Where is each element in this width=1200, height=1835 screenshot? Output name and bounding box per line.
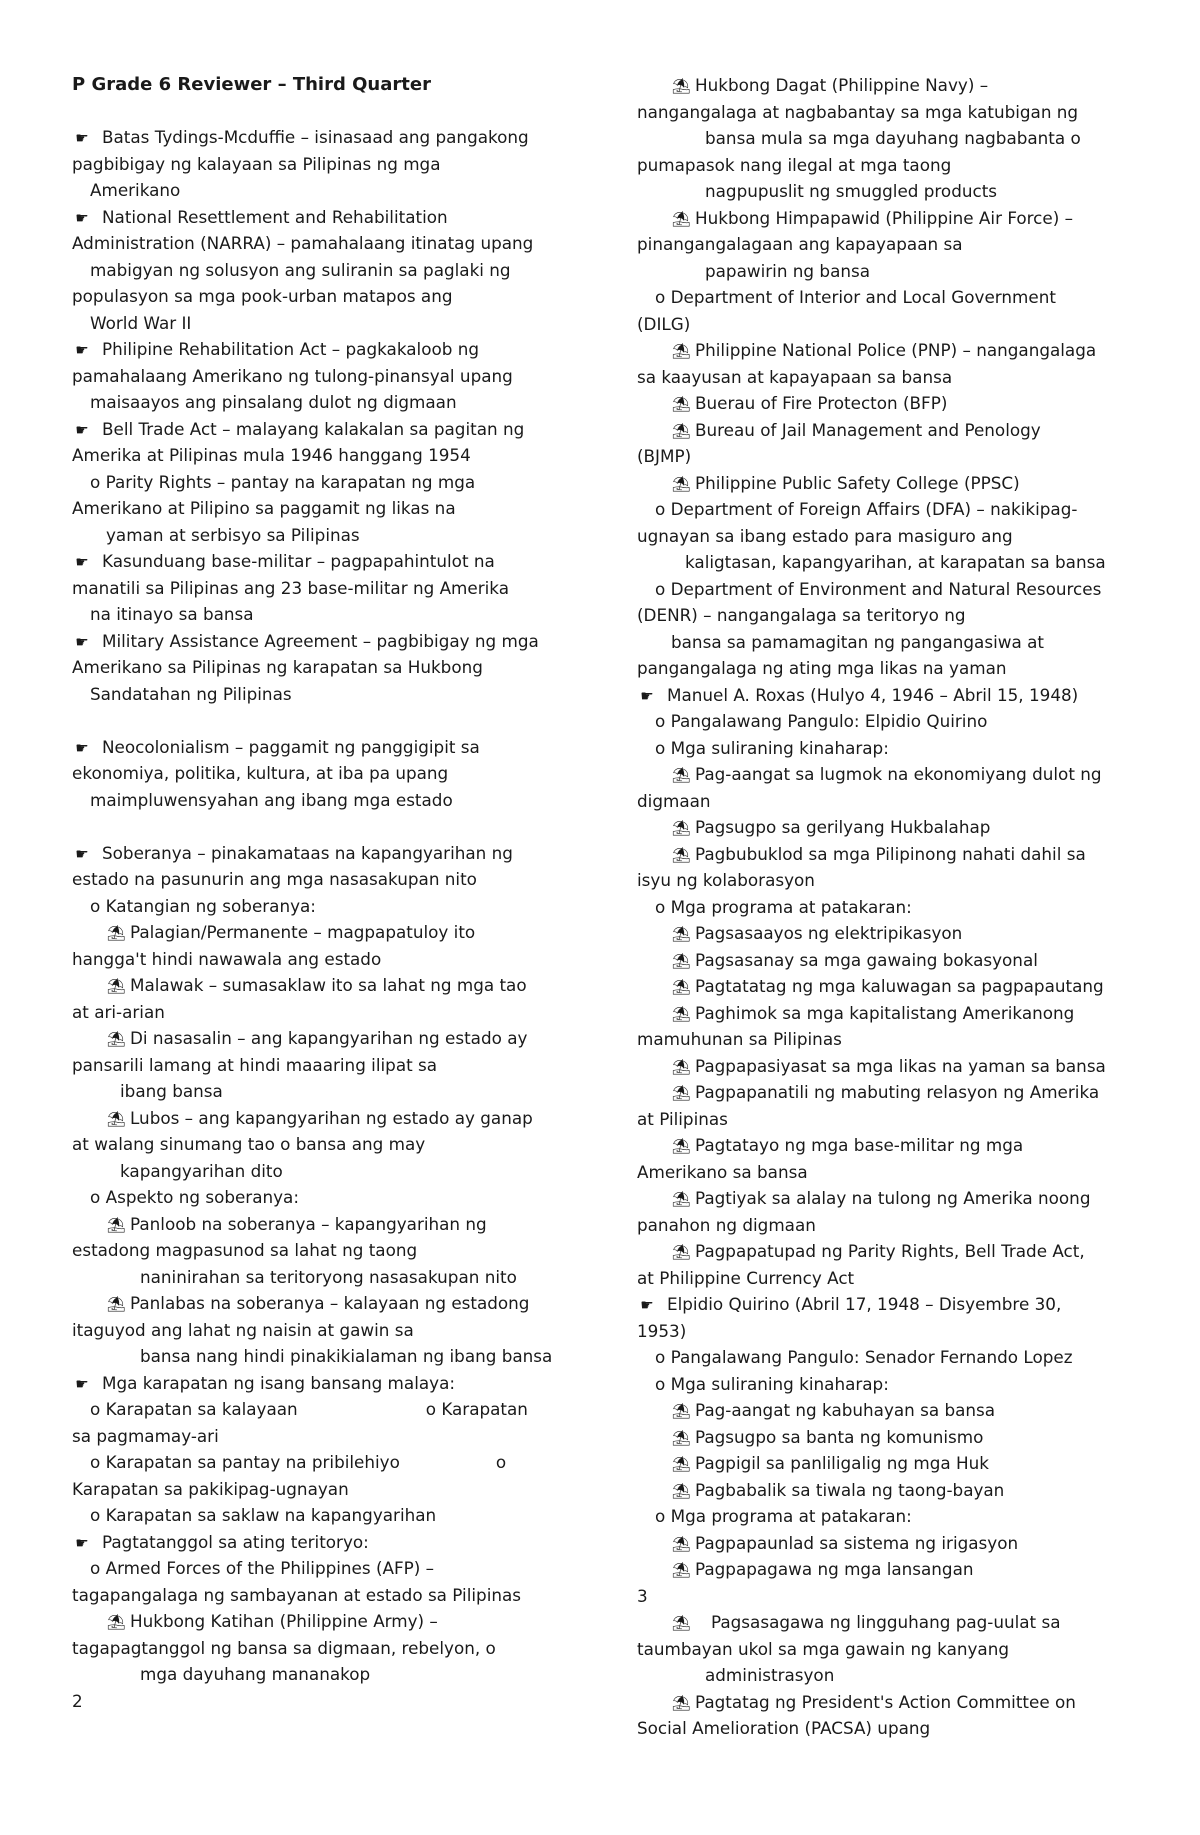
page-number [637, 1583, 1147, 1610]
line-text: panahon ng digmaan [637, 1214, 816, 1235]
line-text: tagapangalaga ng sambayanan at estado sa Pilipinas [72, 1584, 522, 1605]
line-text: o Department of Interior and Local Government [655, 287, 1056, 307]
line-text: Malawak – sumasaklaw ito sa lahat ng mga tao [130, 975, 527, 995]
text-line [637, 1265, 1147, 1292]
line-text: sa kaayusan at kapayapaan sa bansa [637, 366, 953, 387]
line-text: o Karapatan sa pantay na pribilehiyo o [90, 1452, 507, 1472]
text-line [637, 867, 1147, 894]
line-text: nagpupuslit ng smuggled products [705, 181, 998, 201]
text-line [72, 1317, 577, 1344]
line-text: Amerikano [90, 180, 181, 200]
pointing-hand-icon: ☛ [75, 208, 89, 227]
text-line [637, 258, 1147, 285]
line-text: 3 [637, 1585, 648, 1606]
text-line [637, 231, 1147, 258]
line-text: Buerau of Fire Protecton (BFP) [695, 393, 948, 413]
umbrella-icon: ⛱ [671, 1402, 691, 1420]
pointing-hand-icon: ☛ [75, 844, 89, 863]
text-line [637, 788, 1147, 815]
umbrella-icon: ⛱ [671, 395, 691, 413]
line-text: Pagpigil sa panliligalig ng mga Huk [695, 1453, 989, 1473]
line-text: taumbayan ukol sa mga gawain ng kanyang [637, 1638, 1010, 1659]
text-line [637, 1530, 1147, 1557]
line-text: na itinayo sa bansa [90, 604, 254, 624]
umbrella-icon: ⛱ [671, 77, 691, 95]
line-text: pagbibigay ng kalayaan sa Pilipinas ng mga [72, 153, 441, 174]
line-text: pinangangalagaan ang kapayapaan sa [637, 234, 963, 254]
line-text: Pagtiyak sa alalay na tulong ng Amerika noong [695, 1188, 1091, 1208]
line-text: Amerikano sa Pilipinas ng karapatan sa Hukbong [72, 657, 483, 677]
line-text: Pagsasaayos ng elektripikasyon [695, 923, 963, 943]
line-text: Philipine Rehabilitation Act – pagkakaloob ng [102, 339, 480, 359]
umbrella-icon: ⛱ [671, 1057, 691, 1076]
umbrella-icon: ⛱ [671, 1243, 691, 1261]
text-line [637, 1689, 1147, 1716]
umbrella-icon: ⛱ [671, 1614, 691, 1632]
line-text: Karapatan sa pakikipag-ugnayan [72, 1478, 349, 1499]
text-line [637, 1026, 1147, 1053]
text-line [637, 735, 1147, 762]
text-line [72, 495, 577, 522]
line-text: Pagpapasiyasat sa mga likas na yaman sa bansa [695, 1055, 1106, 1076]
text-line [72, 416, 577, 443]
pointing-hand-icon: ☛ [75, 1374, 89, 1393]
line-text: Palagian/Permanente – magpapatuloy ito [130, 922, 476, 942]
text-line [72, 1078, 577, 1105]
umbrella-icon: ⛱ [106, 1295, 126, 1313]
line-text: Pagtatag ng President's Action Committee on [695, 1691, 1076, 1712]
text-line [72, 1423, 577, 1450]
text-line [72, 1105, 577, 1132]
text-line [637, 1450, 1147, 1477]
line-text: 2 [72, 1690, 83, 1711]
umbrella-icon: ⛱ [671, 1455, 691, 1473]
text-line [72, 1264, 577, 1291]
umbrella-icon: ⛱ [671, 951, 691, 970]
text-line [72, 1343, 577, 1370]
line-text: pansarili lamang at hindi maaaring ilipat sa [72, 1054, 438, 1075]
text-line [72, 601, 577, 628]
umbrella-icon: ⛱ [106, 1030, 126, 1048]
umbrella-icon: ⛱ [671, 342, 691, 360]
text-line [72, 1237, 577, 1264]
line-text: o Karapatan sa kalayaan o Karapatan [90, 1399, 528, 1419]
line-text: Pagpapatupad ng Parity Rights, Bell Trade Act, [695, 1241, 1085, 1261]
line-text: papawirin ng bansa [705, 260, 871, 281]
line-text: Elpidio Quirino (Abril 17, 1948 – Disyembre 30, [667, 1294, 1062, 1314]
line-text: o Mga suliraning kinaharap: [655, 1373, 889, 1394]
line-text: at ari-arian [72, 1001, 165, 1022]
text-line [72, 389, 577, 416]
text-line [72, 946, 577, 973]
line-text: mga dayuhang mananakop [140, 1664, 371, 1684]
text-line [637, 178, 1147, 205]
page-number [72, 1688, 577, 1715]
line-text: Bureau of Jail Management and Penology [695, 419, 1041, 440]
text-line [72, 654, 577, 681]
line-text: populasyon sa mga pook-urban matapos ang [72, 286, 453, 306]
text-line [72, 734, 577, 761]
umbrella-icon: ⛱ [671, 1004, 691, 1023]
text-line [72, 972, 577, 999]
line-text: kaligtasan, kapangyarihan, at karapatan sa bansa [685, 552, 1106, 572]
text-line [72, 1370, 577, 1397]
text-line [637, 1424, 1147, 1451]
line-text: tagapagtanggol ng bansa sa digmaan, rebelyon, o [72, 1637, 496, 1658]
line-text: o Mga programa at patakaran: [655, 1506, 912, 1526]
line-text: Hukbong Himpapawid (Philippine Air Force) – [695, 207, 1073, 228]
line-text: o Department of Foreign Affairs (DFA) – nakikipag- [655, 499, 1078, 519]
line-text: Pagsasagawa ng lingguhang pag-uulat sa [695, 1612, 1061, 1632]
line-text: o Mga programa at patakaran: [655, 896, 912, 917]
line-text: Pagtatayo ng mga base-militar ng mga [695, 1135, 1024, 1155]
line-text: mamuhunan sa Pilipinas [637, 1029, 842, 1049]
line-text: Soberanya – pinakamataas na kapangyarihan ng [102, 842, 513, 863]
umbrella-icon: ⛱ [106, 1215, 126, 1234]
line-text: Pagsasanay sa mga gawaing bokasyonal [695, 949, 1038, 970]
text-line [637, 205, 1147, 232]
text-line [637, 602, 1147, 629]
text-line [72, 442, 577, 469]
umbrella-icon: ⛱ [671, 766, 691, 784]
line-text: Kasunduang base-militar – pagpapahintulot na [102, 551, 495, 571]
text-line [637, 1106, 1147, 1133]
line-text: o Armed Forces of the Philippines (AFP) – [90, 1558, 435, 1578]
text-line [637, 523, 1147, 550]
text-line [637, 576, 1147, 603]
text-line [637, 1291, 1147, 1318]
text-line [637, 417, 1147, 444]
umbrella-icon: ⛱ [671, 819, 691, 837]
line-text: Amerikano at Pilipino sa paggamit ng likas na [72, 498, 456, 518]
line-text: Manuel A. Roxas (Hulyo 4, 1946 – Abril 15, 1948) [667, 684, 1079, 705]
line-text: Pagtatanggol sa ating teritoryo: [102, 1531, 369, 1552]
text-line [637, 443, 1147, 470]
blank-line [72, 707, 577, 734]
text-line [72, 1529, 577, 1556]
umbrella-icon: ⛱ [106, 1613, 126, 1631]
line-text: Pagpapanatili ng mabuting relasyon ng Amerika [695, 1082, 1100, 1102]
text-line [72, 1290, 577, 1317]
text-line [72, 575, 577, 602]
line-text: o Department of Environment and Natural Resources [655, 578, 1102, 599]
text-line [72, 628, 577, 655]
umbrella-icon: ⛱ [671, 1561, 691, 1579]
umbrella-icon: ⛱ [671, 1481, 691, 1500]
line-text: Pagpapaunlad sa sistema ng irigasyon [695, 1532, 1019, 1553]
umbrella-icon: ⛱ [671, 1534, 691, 1553]
text-line [637, 629, 1147, 656]
text-line [637, 152, 1147, 179]
line-text: bansa mula sa mga dayuhang nagbabanta o [705, 128, 1081, 148]
text-line [637, 1556, 1147, 1583]
pointing-hand-icon: ☛ [640, 686, 654, 705]
text-line [72, 1449, 577, 1476]
text-line [637, 1503, 1147, 1530]
text-line [637, 1132, 1147, 1159]
text-line [72, 1476, 577, 1503]
text-line [637, 364, 1147, 391]
text-line [637, 284, 1147, 311]
line-text: ekonomiya, politika, kultura, at iba pa upang [72, 763, 449, 783]
line-text: yaman at serbisyo sa Pilipinas [106, 524, 360, 545]
text-line [637, 947, 1147, 974]
umbrella-icon: ⛱ [671, 421, 691, 440]
umbrella-icon: ⛱ [671, 925, 691, 943]
text-line [637, 1715, 1147, 1742]
text-line [72, 893, 577, 920]
line-text: Military Assistance Agreement – pagbibigay ng mga [102, 630, 539, 651]
line-text: Social Amelioration (PACSA) upang [637, 1718, 931, 1738]
text-line [637, 1609, 1147, 1636]
pointing-hand-icon: ☛ [75, 129, 89, 147]
text-line [637, 708, 1147, 735]
line-text: Sandatahan ng Pilipinas [90, 683, 292, 704]
text-line [637, 1238, 1147, 1265]
line-text: Philippine Public Safety College (PPSC) [695, 472, 1020, 493]
text-line [637, 761, 1147, 788]
line-text: Panlabas na soberanya – kalayaan ng estadong [130, 1293, 530, 1313]
text-line [637, 496, 1147, 523]
line-text: mabigyan ng solusyon ang suliranin sa paglaki ng [90, 259, 511, 280]
line-text: (DENR) – nangangalaga sa teritoryo ng [637, 605, 966, 625]
umbrella-icon: ⛱ [671, 1428, 691, 1447]
text-line [637, 1079, 1147, 1106]
text-line [72, 363, 577, 390]
text-line [72, 787, 577, 814]
line-text: o Pangalawang Pangulo: Senador Fernando Lopez [655, 1347, 1073, 1367]
line-text: ugnayan sa ibang estado para masiguro ang [637, 525, 1013, 546]
text-line [72, 230, 577, 257]
line-text: estado na pasunurin ang mga nasasakupan nito [72, 869, 477, 889]
text-line [72, 1582, 577, 1609]
text-line [637, 470, 1147, 497]
umbrella-icon: ⛱ [671, 1084, 691, 1102]
line-text: Amerikano sa bansa [637, 1161, 808, 1182]
text-line [637, 841, 1147, 868]
line-text: manatili sa Pilipinas ang 23 base-militar ng Amerika [72, 577, 509, 598]
line-text: pumapasok nang ilegal at mga taong [637, 154, 952, 175]
umbrella-icon: ⛱ [671, 1190, 691, 1208]
pointing-hand-icon: ☛ [75, 738, 89, 757]
text-line [637, 1159, 1147, 1186]
line-text: Paghimok sa mga kapitalistang Amerikanong [695, 1002, 1075, 1023]
line-text: o Aspekto ng soberanya: [90, 1187, 299, 1207]
line-text: o Katangian ng soberanya: [90, 895, 316, 916]
text-line [637, 920, 1147, 947]
line-text: Pag-aangat ng kabuhayan sa bansa [695, 1400, 996, 1420]
text-line [637, 682, 1147, 709]
text-line [72, 283, 577, 310]
text-line [637, 1662, 1147, 1689]
text-line [72, 1025, 577, 1052]
line-text: o Pangalawang Pangulo: Elpidio Quirino [655, 711, 988, 731]
umbrella-icon: ⛱ [671, 845, 691, 864]
text-line [637, 1636, 1147, 1663]
text-line [72, 257, 577, 284]
line-text: Pagpapagawa ng mga lansangan [695, 1559, 974, 1579]
line-text: Pagsugpo sa banta ng komunismo [695, 1426, 984, 1447]
text-line [637, 390, 1147, 417]
text-line [72, 1396, 577, 1423]
blank-line [72, 813, 577, 840]
umbrella-icon: ⛱ [671, 474, 691, 493]
line-text: at Philippine Currency Act [637, 1267, 855, 1288]
text-line [637, 1000, 1147, 1027]
text-line [637, 125, 1147, 152]
line-text: pangangalaga ng ating mga likas na yaman [637, 658, 1007, 678]
line-text: kapangyarihan dito [120, 1160, 283, 1181]
pointing-hand-icon: ☛ [75, 420, 89, 439]
text-line [72, 336, 577, 363]
umbrella-icon: ⛱ [671, 1137, 691, 1155]
text-line [72, 522, 577, 549]
text-line [637, 99, 1147, 126]
line-text: Administration (NARRA) – pamahalaang itinatag upang [72, 233, 534, 253]
text-line [72, 1211, 577, 1238]
umbrella-icon: ⛱ [106, 1109, 126, 1128]
text-line [637, 894, 1147, 921]
text-line [72, 681, 577, 708]
umbrella-icon: ⛱ [106, 924, 126, 942]
line-text: o Karapatan sa saklaw na kapangyarihan [90, 1505, 437, 1525]
text-line [72, 177, 577, 204]
line-text: (DILG) [637, 313, 691, 334]
line-text: Amerika at Pilipinas mula 1946 hanggang 1954 [72, 445, 471, 465]
line-text: Bell Trade Act – malayang kalakalan sa pagitan ng [102, 418, 525, 439]
text-line [72, 840, 577, 867]
line-text: National Resettlement and Rehabilitation [102, 206, 448, 227]
line-text: Philippine National Police (PNP) – nangangalaga [695, 340, 1097, 360]
left-column [72, 72, 577, 1714]
text-line [637, 1344, 1147, 1371]
line-text: maimpluwensyahan ang ibang mga estado [90, 789, 453, 810]
line-text: (BJMP) [637, 446, 692, 466]
text-line [72, 760, 577, 787]
line-text: sa pagmamay-ari [72, 1425, 219, 1446]
line-text: Pag-aangat sa lugmok na ekonomiyang dulot ng [695, 764, 1102, 784]
umbrella-icon: ⛱ [671, 978, 691, 996]
line-text: World War II [90, 312, 192, 333]
text-line [637, 1053, 1147, 1080]
line-text: Pagbabalik sa tiwala ng taong-bayan [695, 1479, 1005, 1500]
line-text: Neocolonialism – paggamit ng panggigipit sa [102, 736, 480, 757]
text-line [637, 72, 1147, 99]
text-line [637, 549, 1147, 576]
line-text: itaguyod ang lahat ng naisin at gawin sa [72, 1319, 414, 1340]
text-line [637, 655, 1147, 682]
pointing-hand-icon: ☛ [75, 341, 89, 359]
pointing-hand-icon: ☛ [640, 1296, 654, 1314]
line-text: Di nasasalin – ang kapangyarihan ng estado ay [130, 1028, 528, 1048]
line-text: administrasyon [705, 1665, 835, 1685]
line-text: Pagtatatag ng mga kaluwagan sa pagpapautang [695, 976, 1104, 996]
right-column [637, 72, 1147, 1742]
line-text: maisaayos ang pinsalang dulot ng digmaan [90, 392, 457, 412]
line-text: Hukbong Katihan (Philippine Army) – [130, 1611, 438, 1631]
text-line [72, 1635, 577, 1662]
text-line [72, 1502, 577, 1529]
line-text: at walang sinumang tao o bansa ang may [72, 1134, 426, 1154]
line-text: 1953) [637, 1320, 687, 1341]
text-line [637, 1212, 1147, 1239]
line-text: Mga karapatan ng isang bansang malaya: [102, 1372, 456, 1393]
text-line [72, 204, 577, 231]
text-line [72, 999, 577, 1026]
pointing-hand-icon: ☛ [75, 632, 89, 651]
text-line [72, 469, 577, 496]
text-line [72, 1661, 577, 1688]
text-line [637, 973, 1147, 1000]
umbrella-icon: ⛱ [671, 209, 691, 228]
line-text: Pagsugpo sa gerilyang Hukbalahap [695, 817, 991, 837]
line-text: Lubos – ang kapangyarihan ng estado ay ganap [130, 1107, 533, 1128]
text-line [72, 124, 577, 151]
text-line [72, 866, 577, 893]
text-line [72, 1131, 577, 1158]
text-line [72, 919, 577, 946]
document-title: P Grade 6 Reviewer – Third Quarter [72, 74, 431, 95]
line-text: o Mga suliraning kinaharap: [655, 737, 889, 758]
line-text: nangangalaga at nagbabantay sa mga katubigan ng [637, 101, 1079, 122]
line-text: hangga't hindi nawawala ang estado [72, 948, 382, 969]
pointing-hand-icon: ☛ [75, 1533, 89, 1552]
text-line [637, 311, 1147, 338]
text-line [637, 1397, 1147, 1424]
text-line [72, 1184, 577, 1211]
line-text: digmaan [637, 790, 711, 811]
text-line [637, 1371, 1147, 1398]
line-text: ibang bansa [120, 1081, 223, 1101]
line-text: estadong magpasunod sa lahat ng taong [72, 1240, 418, 1260]
line-text: isyu ng kolaborasyon [637, 870, 815, 890]
line-text: Pagbubuklod sa mga Pilipinong nahati dahil sa [695, 843, 1086, 864]
text-line [72, 1052, 577, 1079]
text-line [72, 548, 577, 575]
text-line [637, 1318, 1147, 1345]
text-line [72, 151, 577, 178]
text-line [72, 1158, 577, 1185]
line-text: Hukbong Dagat (Philippine Navy) – [695, 75, 989, 95]
line-text: pamahalaang Amerikano ng tulong-pinansyal upang [72, 365, 513, 386]
line-text: o Parity Rights – pantay na karapatan ng mga [90, 471, 476, 492]
umbrella-icon: ⛱ [671, 1693, 691, 1712]
umbrella-icon: ⛱ [106, 977, 126, 995]
text-line [72, 1608, 577, 1635]
text-line [637, 337, 1147, 364]
line-text: at Pilipinas [637, 1108, 728, 1129]
line-text: Batas Tydings-Mcduffie – isinasaad ang pangakong [102, 127, 529, 147]
line-text: bansa sa pamamagitan ng pangangasiwa at [671, 631, 1044, 652]
text-line [72, 1555, 577, 1582]
line-text: Panloob na soberanya – kapangyarihan ng [130, 1213, 487, 1234]
text-line [637, 814, 1147, 841]
text-line [637, 1185, 1147, 1212]
pointing-hand-icon: ☛ [75, 553, 89, 571]
text-line [72, 310, 577, 337]
line-text: naninirahan sa teritoryong nasasakupan nito [140, 1266, 517, 1287]
line-text: bansa nang hindi pinakikialaman ng ibang bansa [140, 1346, 553, 1366]
text-line [637, 1477, 1147, 1504]
